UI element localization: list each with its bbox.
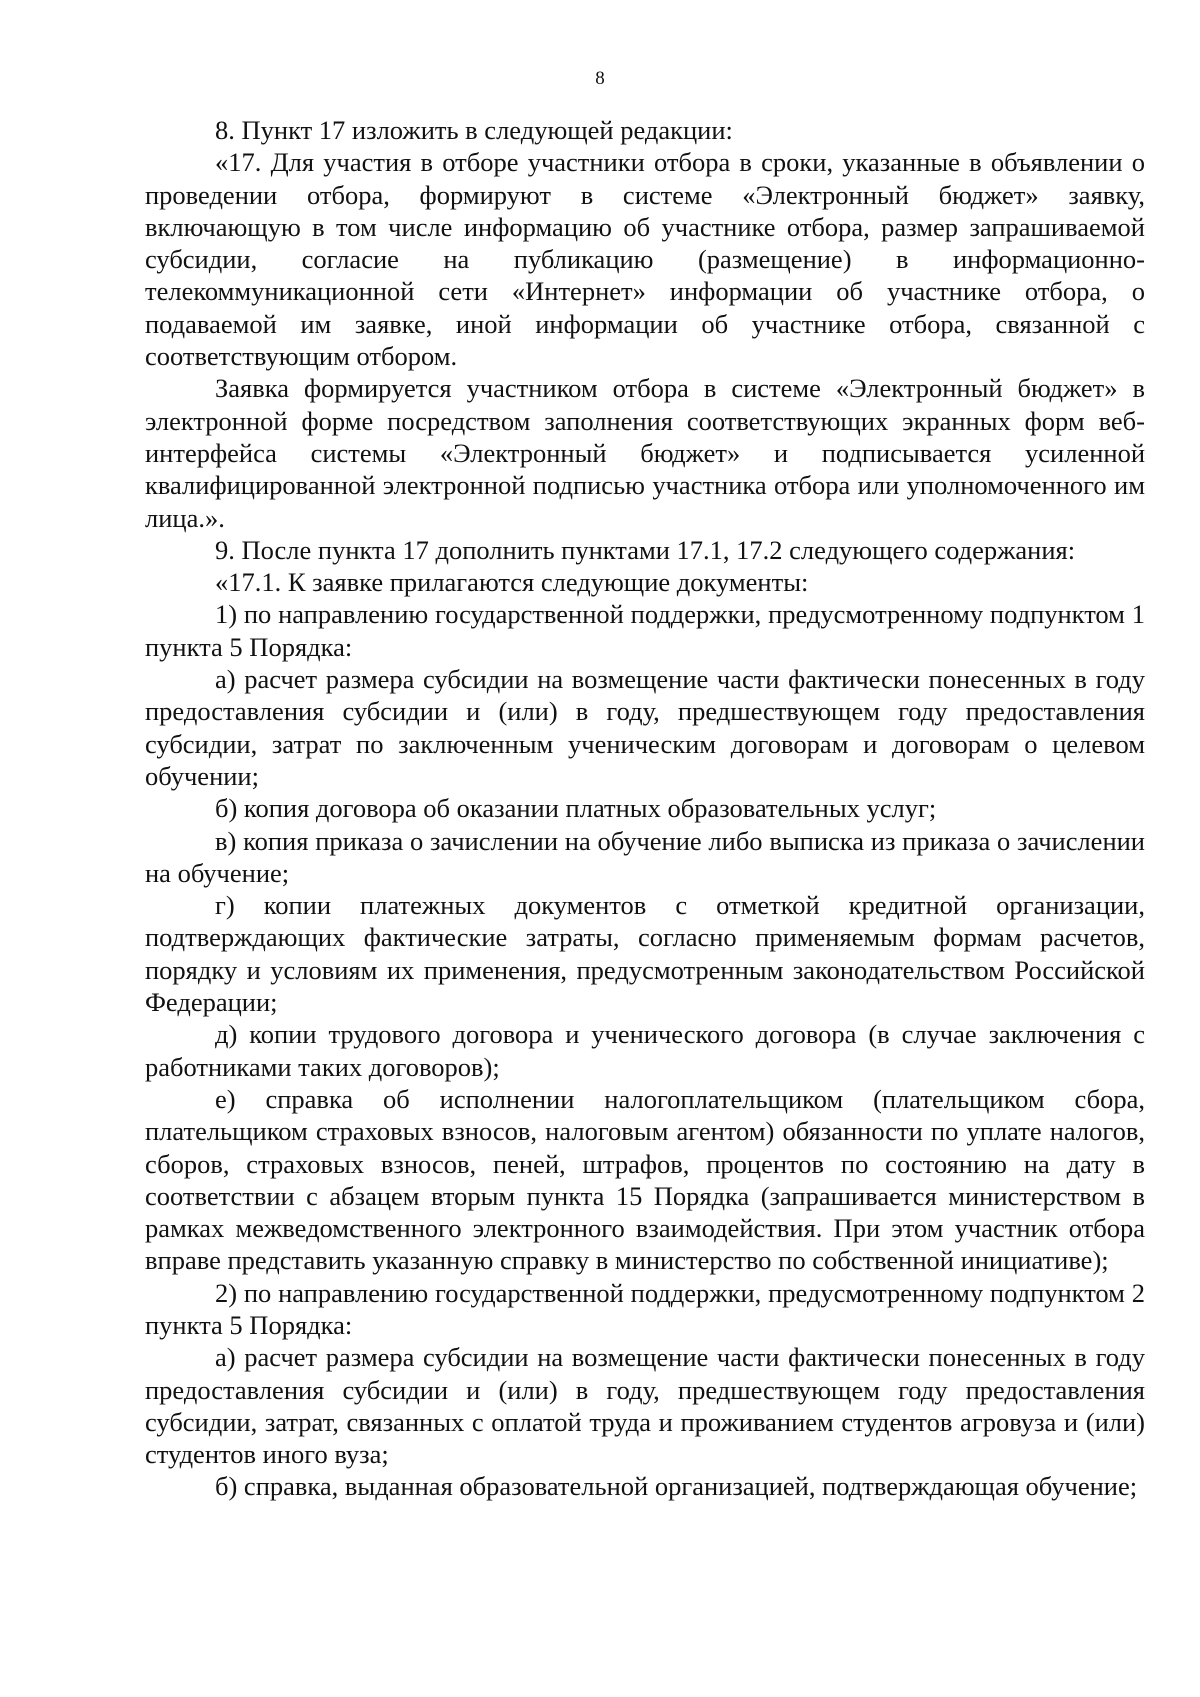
paragraph-item-9: 9. После пункта 17 дополнить пунктами 17.1, 17.2 следующего содержания: [215, 534, 1076, 565]
paragraph-subitem-2: 2) по направлению государственной поддержки, предусмотренному подпунктом 2 пункта 5 Порядка: [145, 1277, 1145, 1340]
paragraph-item-8: 8. Пункт 17 изложить в следующей редакции: [215, 115, 733, 145]
paragraph-subitem-1-a: а) расчет размера субсидии на возмещение части фактически понесенных в году предоставления субсидии и (или) в году, предшествующем году предоставления субсидии, затрат по заключенным ученическим договорам и договорам о целевом обучении; [145, 664, 1145, 791]
paragraph-subitem-1-g: г) копии платежных документов с отметкой кредитной организации, подтверждающих фактические затраты, согласно применяемым формам расчетов, порядку и условиям их применения, предусмотренным законодательством Российской Федерации; [145, 890, 1145, 1018]
paragraph-point-17: «17. Для участия в отборе участники отбора в сроки, указанные в объявлении о проведении отбора, формируют в системе «Электронный бюджет» заявку, включающую в том числе информацию об участнике отбора, размер запрашиваемой субсидии, согласие на публикацию (размещение) в информационно-телекоммуникационной сети «Интернет» информации об участнике отбора, о подаваемой им заявке, иной информации об участнике отбора, связанной с соответствующим отбором. [145, 147, 1145, 372]
paragraph-subitem-1-e: е) справка об исполнении налогоплательщиком (плательщиком сбора, плательщиком страховых взносов, налоговым агентом) обязанности по уплате налогов, сборов, страховых взносов, пеней, штрафов, процентов по состоянию на дату в соответствии с абзацем вторым пункта 15 Порядка (запрашивается министерством в рамках межведомственного электронного взаимодействия. При этом участник отбора вправе представить указанную справку в министерство по собственной инициативе); [145, 1083, 1145, 1276]
paragraph-application-form: Заявка формируется участником отбора в системе «Электронный бюджет» в электронной форме посредством заполнения соответствующих экранных форм веб-интерфейса системы «Электронный бюджет» и подписывается усиленной квалифицированной электронной подписью участника отбора или уполномоченного им лица.». [145, 373, 1145, 533]
paragraph-subitem-1-v: в) копия приказа о зачислении на обучение либо выписка из приказа о зачислении на обучение; [145, 825, 1145, 888]
document-body [145, 114, 1145, 1503]
paragraph-subitem-2-a: а) расчет размера субсидии на возмещение части фактически понесенных в году предоставления субсидии и (или) в году, предшествующем году предоставления субсидии, затрат, связанных с оплатой труда и проживанием студентов агровуза и (или) студентов иного вуза; [145, 1342, 1145, 1470]
paragraph-subitem-1: 1) по направлению государственной поддержки, предусмотренному подпунктом 1 пункта 5 Порядка: [145, 599, 1145, 662]
paragraph-subitem-1-b: б) копия договора об оказании платных образовательных услуг; [215, 793, 937, 824]
page-number: 8 [595, 68, 605, 89]
paragraph-point-17-1: «17.1. К заявке прилагаются следующие документы: [215, 567, 809, 598]
paragraph-subitem-2-b: б) справка, выданная образовательной организацией, подтверждающая обучение; [215, 1471, 1138, 1502]
paragraph-subitem-1-d: д) копии трудового договора и ученического договора (в случае заключения с работниками таких договоров); [145, 1019, 1145, 1082]
